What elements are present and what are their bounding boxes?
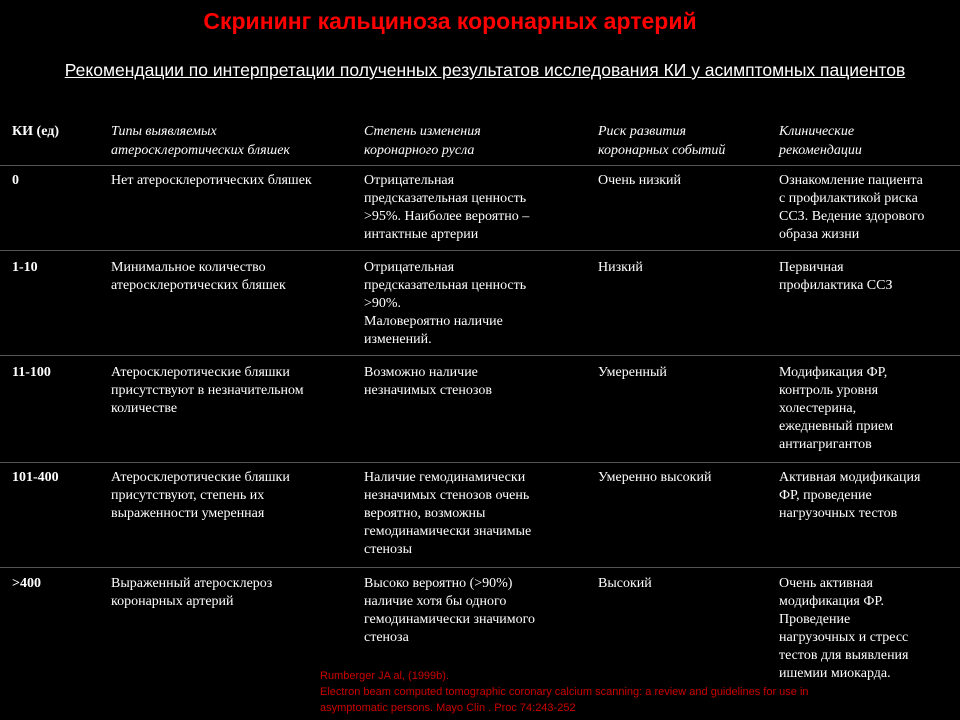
cell-ki: 0 xyxy=(12,173,19,188)
cell-recommendation: Первичная профилактика ССЗ xyxy=(779,260,893,293)
cell-change: Отрицательная предсказательная ценность >90%. Маловероятно наличие изменений. xyxy=(364,260,527,347)
cell-ki: 1-10 xyxy=(12,260,38,275)
cell-risk: Высокий xyxy=(598,576,652,591)
cell-plaques: Атеросклеротические бляшки присутствуют в незначительном количестве xyxy=(111,365,304,416)
page-title: Скрининг кальциноза коронарных артерий xyxy=(203,8,697,34)
cell-plaques: Выраженный атеросклероз коронарных артерий xyxy=(111,576,273,609)
header-risk: Риск развития коронарных событий xyxy=(598,124,726,158)
cell-change: Наличие гемодинамически незначимых стенозов очень вероятно, возможны гемодинамически значимые стенозы xyxy=(364,470,532,557)
row-divider xyxy=(0,165,960,166)
reference-journal: asymptomatic persons. Mayo Clin . Proc 74:243-252 xyxy=(320,702,576,714)
row-divider xyxy=(0,567,960,568)
header-plaque-types: Типы выявляемых атеросклеротических бляшек xyxy=(111,124,290,158)
cell-recommendation: Очень активная модификация ФР. Проведение нагрузочных и стресс тестов для выявления ишемии миокарда. xyxy=(779,576,909,681)
cell-recommendation: Модификация ФР, контроль уровня холестерина, ежедневный прием антиагригантов xyxy=(779,365,894,452)
cell-change: Отрицательная предсказательная ценность >95%. Наиболее вероятно – интактные артерии xyxy=(364,173,530,242)
cell-risk: Умеренно высокий xyxy=(598,470,712,485)
cell-risk: Очень низкий xyxy=(598,173,682,188)
cell-plaques: Нет атеросклеротических бляшек xyxy=(111,173,312,188)
cell-recommendation: Активная модификация ФР, проведение нагрузочных тестов xyxy=(779,470,921,521)
cell-plaques: Минимальное количество атеросклеротических бляшек xyxy=(111,260,286,293)
reference-authors: Rumberger JA al, (1999b). xyxy=(320,670,450,682)
row-divider xyxy=(0,462,960,463)
cell-risk: Умеренный xyxy=(598,365,667,380)
cell-recommendation: Ознакомление пациента с профилактикой риска ССЗ. Ведение здорового образа жизни xyxy=(779,173,925,242)
cell-risk: Низкий xyxy=(598,260,643,275)
cell-ki: 11-100 xyxy=(12,365,51,380)
header-recommendations: Клинические рекомендации xyxy=(779,124,862,158)
page-subtitle: Рекомендации по интерпретации полученных результатов исследования КИ у асимптомных пациентов xyxy=(64,60,906,80)
cell-plaques: Атеросклеротические бляшки присутствуют, степень их выраженности умеренная xyxy=(111,470,290,521)
cell-change: Высоко вероятно (>90%) наличие хотя бы одного гемодинамически значимого стеноза xyxy=(364,576,535,645)
row-divider xyxy=(0,250,960,251)
header-ki: КИ (ед) xyxy=(12,124,59,139)
header-coronary-change: Степень изменения коронарного русла xyxy=(364,124,481,158)
reference-title: Electron beam computed tomographic coronary calcium scanning: a review and guidelines for use in xyxy=(320,686,809,698)
row-divider xyxy=(0,355,960,356)
cell-change: Возможно наличие незначимых стенозов xyxy=(364,365,492,398)
cell-ki: >400 xyxy=(12,576,41,591)
cell-ki: 101-400 xyxy=(12,470,59,485)
